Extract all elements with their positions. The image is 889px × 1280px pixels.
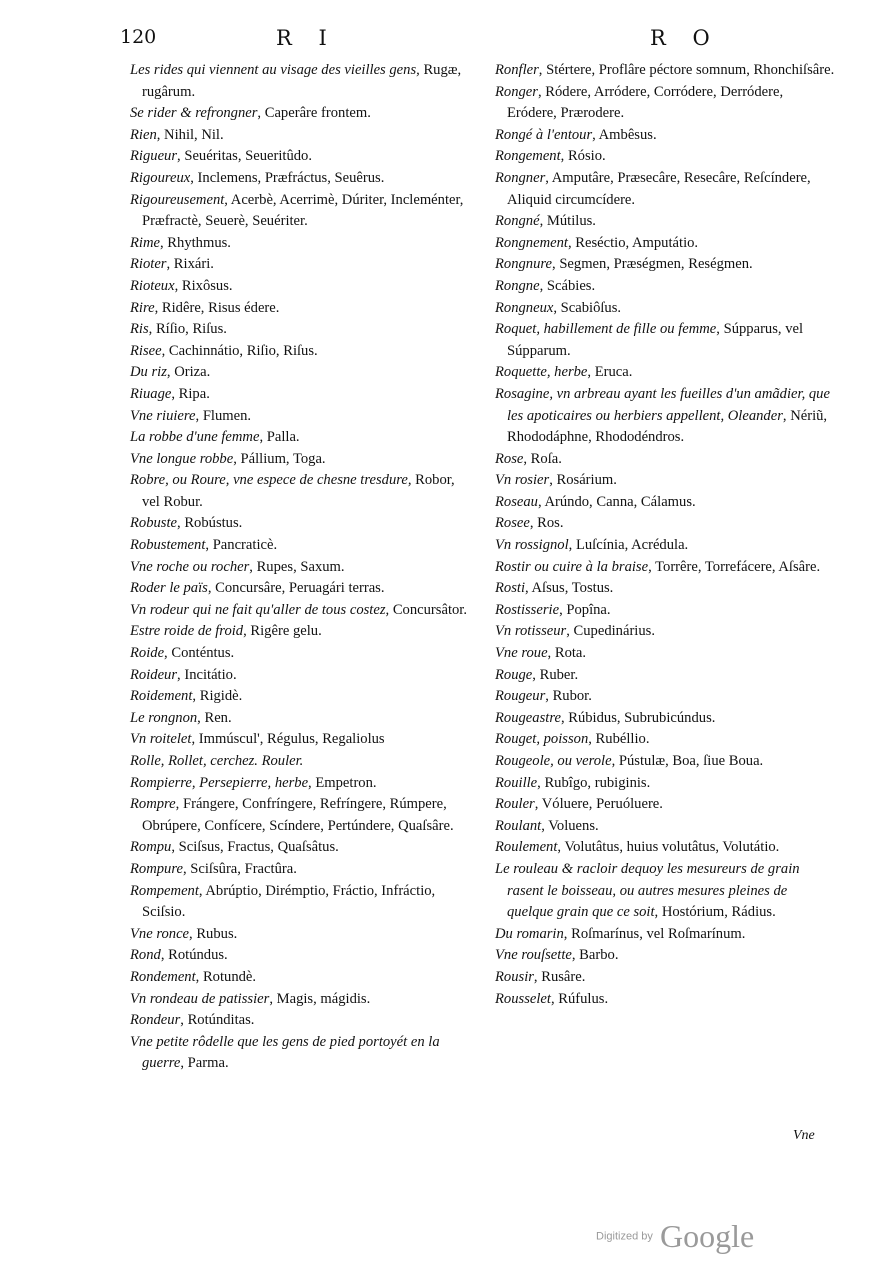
dictionary-entry	[130, 881, 475, 924]
entry-latin: , Incitátio.	[177, 666, 237, 683]
entry-latin: , Robústus.	[177, 515, 243, 532]
entry-latin: , Rubéllio.	[588, 731, 650, 748]
dictionary-entry	[130, 276, 475, 298]
entry-latin: , Magis, mágidis.	[269, 990, 371, 1007]
entry-headword: Rougeastre	[495, 709, 561, 726]
entry-headword: Robre, ou Roure, vne espece de chesne tresdure,	[130, 472, 412, 489]
entry-latin: , Rotúndus.	[160, 947, 228, 964]
entry-latin: , Ambêsus.	[592, 126, 657, 143]
dictionary-entry	[495, 362, 835, 384]
dictionary-entry	[130, 751, 475, 773]
entry-latin: , Caperâre frontem.	[257, 105, 371, 122]
dictionary-entry	[130, 146, 475, 168]
entry-headword: Rompu	[130, 839, 172, 856]
entry-latin: Rugæ, rugârum.	[142, 62, 462, 100]
entry-headword: Rond	[130, 947, 161, 964]
entry-headword: Ronger	[495, 83, 538, 100]
dictionary-entry	[495, 924, 835, 946]
dictionary-entry	[130, 362, 475, 384]
entry-latin: , Roſa.	[523, 450, 562, 467]
entry-headword: Du romarin	[495, 925, 564, 942]
page-header	[0, 26, 889, 56]
entry-latin: , Reséctio, Amputátio.	[567, 234, 699, 251]
entry-latin: , Parma.	[180, 1055, 229, 1072]
dictionary-entry	[130, 427, 475, 449]
entry-headword: Rompre	[130, 796, 176, 813]
entry-headword: Rousir	[495, 968, 534, 985]
dictionary-entry	[495, 146, 835, 168]
dictionary-entry	[130, 600, 475, 622]
entry-latin: , Rigidè.	[192, 688, 243, 705]
entry-headword: Vne longue robbe	[130, 450, 234, 467]
dictionary-entry	[130, 341, 475, 363]
entry-headword: Rondeur	[130, 1012, 181, 1029]
entry-latin: , Rixôsus.	[174, 277, 233, 294]
dictionary-entry	[495, 319, 835, 362]
entry-latin: , Mútilus.	[539, 213, 596, 230]
dictionary-entry	[495, 967, 835, 989]
dictionary-entry	[130, 621, 475, 643]
entry-latin: , Ripa.	[171, 385, 210, 402]
entry-headword: Se rider & refrongner	[130, 105, 258, 122]
page-number: 120	[120, 26, 157, 48]
dictionary-entry	[495, 600, 835, 622]
dictionary-entry	[130, 837, 475, 859]
entry-latin: , Inclemens, Præfráctus, Seuêrus.	[190, 169, 385, 186]
entry-headword: Le rouleau & racloir dequoy les mesureurs de grain rasent le boisseau, ou autres mesures pleines de quelque grain que ce soit	[495, 860, 800, 921]
dictionary-entry	[495, 298, 835, 320]
entry-latin: , Palla.	[259, 429, 300, 446]
dictionary-entry	[495, 535, 835, 557]
entry-headword: Rougeole, ou verole	[495, 753, 612, 769]
entry-latin: , Rusâre.	[533, 968, 586, 985]
entry-headword: Robustement	[130, 537, 206, 554]
entry-headword: Rongné	[495, 213, 540, 230]
entry-headword: Vne rouſsette	[495, 947, 572, 964]
dictionary-entry	[495, 751, 835, 773]
entry-latin: , Empetron.	[308, 774, 377, 791]
entry-headword: Ris	[130, 321, 149, 338]
entry-latin: , Rotundè.	[195, 968, 257, 985]
entry-headword: Rigueur	[130, 148, 178, 165]
dictionary-entry	[130, 60, 475, 103]
dictionary-entry	[495, 837, 835, 859]
dictionary-entry	[495, 449, 835, 471]
dictionary-entry	[495, 665, 835, 687]
entry-latin: , Aſsus, Tostus.	[525, 580, 614, 597]
entry-latin: , Segmen, Præségmen, Reségmen.	[552, 256, 753, 273]
entry-latin: , Pancraticè.	[205, 537, 278, 554]
entry-headword: Rompure	[130, 860, 183, 877]
entry-headword: Rousselet	[495, 990, 551, 1007]
entry-headword: Rongne	[495, 277, 540, 294]
dictionary-entry	[130, 168, 475, 190]
entry-latin: , Flumen.	[195, 407, 252, 424]
dictionary-entry	[130, 924, 475, 946]
entry-headword: Vne riuiere	[130, 407, 196, 424]
entry-latin: , Rupes, Saxum.	[249, 558, 345, 575]
entry-headword: Robuste	[130, 515, 178, 532]
dictionary-entry	[495, 773, 835, 795]
entry-latin: , Volutâtus, huius volutâtus, Volutátio.	[557, 839, 780, 856]
dictionary-entry	[130, 449, 475, 471]
entry-latin: , Cupedinárius.	[566, 623, 655, 640]
entry-headword: Roulement	[495, 839, 558, 856]
entry-headword: Rostir ou cuire à la braise	[495, 558, 649, 575]
entry-headword: Roquette, herbe	[495, 364, 588, 381]
entry-headword: Vne petite rôdelle que les gens de pied portoyét en la guerre	[130, 1033, 440, 1072]
entry-latin: , Roſmarínus, vel Roſmarínum.	[563, 925, 746, 942]
entry-latin: , Stértere, Proflâre péctore somnum, Rhonchiſsâre.	[538, 62, 835, 78]
entry-headword: Rostisserie	[495, 601, 560, 618]
dictionary-entry	[130, 125, 475, 147]
dictionary-entry	[130, 686, 475, 708]
entry-headword: Rouget, poisson	[495, 731, 589, 748]
entry-latin: , Rhythmus.	[160, 234, 231, 251]
running-head-left: R I	[276, 26, 337, 50]
dictionary-entry	[130, 557, 475, 579]
entry-latin: , Sciſsûra, Fractûra.	[182, 860, 297, 877]
entry-latin: , Rúbidus, Subrubicúndus.	[560, 709, 716, 726]
dictionary-entry	[130, 470, 475, 513]
entry-headword: Rigoureusement	[130, 191, 225, 208]
entry-headword: Rompement	[130, 882, 199, 899]
entry-latin: , Barbo.	[571, 947, 619, 964]
dictionary-entry	[130, 535, 475, 557]
entry-headword: Vn rondeau de patissier	[130, 990, 270, 1007]
entry-latin: , Ríſio, Riſus.	[148, 321, 227, 338]
entry-latin: , Frángere, Confríngere, Refríngere, Rúmpere, Obrúpere, Confícere, Scíndere, Pertúndere, Quaſsâre.	[142, 796, 454, 834]
entry-headword: Riuage	[130, 385, 172, 402]
dictionary-entry	[130, 859, 475, 881]
dictionary-entry	[495, 794, 835, 816]
entry-headword: Rosti	[495, 580, 525, 597]
entry-headword: Rien	[130, 126, 157, 143]
entry-headword: Rouille	[495, 774, 538, 791]
dictionary-entry	[130, 643, 475, 665]
entry-latin: , Ren.	[197, 709, 232, 726]
entry-latin: , Ródere, Arródere, Corródere, Derródere, Eródere, Prærodere.	[507, 83, 784, 122]
entry-latin: , Sciſsus, Fractus, Quaſsâtus.	[171, 839, 339, 856]
entry-headword: Vne roue	[495, 645, 548, 662]
entry-headword: Vne ronce	[130, 925, 190, 942]
dictionary-entry	[130, 298, 475, 320]
entry-headword: Rongnure	[495, 256, 553, 273]
entry-latin: , Rúfulus.	[550, 990, 609, 1007]
entry-latin: , Rósio.	[560, 148, 606, 165]
entry-latin: , Popîna.	[559, 601, 611, 618]
running-head-right: R O	[650, 26, 720, 50]
entry-latin: , Rosárium.	[549, 472, 617, 489]
right-column	[495, 60, 835, 1010]
entry-latin: , Nihil, Nil.	[156, 126, 224, 143]
entry-headword: Rosee	[495, 515, 530, 532]
entry-latin: , Conténtus.	[164, 645, 235, 662]
entry-headword: Rougeur	[495, 688, 546, 705]
catchword: Vne	[793, 1128, 815, 1143]
dictionary-entry	[130, 773, 475, 795]
entry-headword: Estre roide de froid	[130, 623, 244, 640]
dictionary-entry	[130, 794, 475, 837]
dictionary-entry	[495, 276, 835, 298]
entry-latin: , Scábies.	[539, 277, 596, 294]
entry-latin: , Immúscul', Régulus, Regaliolus	[191, 731, 385, 748]
entry-latin: , Rubor.	[545, 688, 592, 705]
entry-latin: , Rigêre gelu.	[243, 623, 322, 640]
entry-headword: Les rides qui viennent au visage des vieilles gens,	[130, 62, 420, 78]
entry-latin: , Eruca.	[587, 364, 633, 381]
entry-latin: , Acerbè, Acerrimè, Dúriter, Incleménter, Præfractè, Seuerè, Seuériter.	[142, 191, 464, 230]
entry-headword: Rioter	[130, 256, 167, 273]
entry-latin: , Cachinnátio, Riſio, Riſus.	[161, 342, 318, 359]
entry-latin: , Amputâre, Præsecâre, Resecâre, Reſcíndere, Aliquid circumcídere.	[507, 169, 811, 208]
entry-latin: , Rota.	[547, 645, 587, 662]
entry-headword: Rongé à l'entour	[495, 126, 593, 143]
entry-latin: , Hostórium, Rádius.	[654, 904, 776, 921]
dictionary-entry	[495, 643, 835, 665]
dictionary-entry	[130, 578, 475, 600]
entry-headword: Rouler	[495, 796, 535, 813]
dictionary-entry	[130, 319, 475, 341]
entry-latin: , Ridêre, Risus édere.	[154, 299, 280, 316]
left-column	[130, 60, 475, 1075]
entry-latin: , Rotúnditas.	[180, 1012, 255, 1029]
entry-headword: Rolle, Rollet, cerchez. Rouler.	[130, 753, 304, 769]
dictionary-entry	[495, 125, 835, 147]
dictionary-entry	[130, 989, 475, 1011]
entry-headword: Ronfler	[495, 62, 539, 78]
dictionary-entry	[495, 708, 835, 730]
dictionary-entry	[495, 513, 835, 535]
dictionary-entry	[130, 233, 475, 255]
entry-latin: Concursâtor.	[389, 601, 467, 618]
entry-headword: Roidement	[130, 688, 193, 705]
entry-latin: , Nériũ, Rhododáphne, Rhododéndros.	[507, 407, 828, 446]
entry-latin: , Oriza.	[166, 364, 211, 381]
dictionary-entry	[495, 686, 835, 708]
watermark-prefix: Digitized by	[596, 1230, 653, 1243]
google-watermark	[596, 1218, 754, 1255]
entry-latin: , Rubus.	[189, 925, 238, 942]
entry-latin: , Voluens.	[541, 817, 599, 834]
entry-headword: Risee	[130, 342, 162, 359]
dictionary-entry	[495, 254, 835, 276]
entry-latin: , Pústulæ, Boa, ſiue Boua.	[611, 753, 764, 769]
entry-headword: La robbe d'une femme	[130, 429, 260, 446]
entry-latin: , Ros.	[529, 515, 564, 532]
dictionary-entry	[495, 82, 835, 125]
entry-headword: Rompierre, Persepierre, herbe	[130, 774, 309, 791]
entry-headword: Vn rosier	[495, 472, 550, 489]
dictionary-entry	[495, 233, 835, 255]
dictionary-entry	[495, 211, 835, 233]
dictionary-entry	[495, 492, 835, 514]
entry-headword: Le rongnon	[130, 709, 198, 726]
entry-headword: Roulant	[495, 817, 542, 834]
entry-headword: Rongement	[495, 148, 561, 165]
google-logo: Google	[659, 1218, 755, 1254]
dictionary-entry	[495, 557, 835, 579]
dictionary-entry	[495, 945, 835, 967]
entry-headword: Roideur	[130, 666, 178, 683]
dictionary-entry	[130, 190, 475, 233]
dictionary-entry	[495, 859, 835, 924]
dictionary-entry	[130, 384, 475, 406]
entry-headword: Rigoureux	[130, 169, 191, 186]
dictionary-entry	[495, 60, 835, 82]
entry-headword: Roseau	[495, 493, 538, 510]
entry-headword: Rongner	[495, 169, 546, 186]
entry-headword: Roquet, habillement de fille ou femme	[495, 321, 717, 338]
dictionary-entry	[495, 729, 835, 751]
entry-latin: , Concursâre, Peruagári terras.	[207, 580, 385, 597]
entry-headword: Vn rodeur qui ne fait qu'aller de tous costez,	[130, 601, 390, 618]
entry-headword: Rire	[130, 299, 155, 316]
entry-headword: Roder le païs	[130, 580, 208, 597]
entry-headword: Vne roche ou rocher	[130, 558, 250, 575]
dictionary-entry	[130, 945, 475, 967]
dictionary-entry	[130, 1010, 475, 1032]
dictionary-entry	[495, 384, 835, 449]
entry-headword: Rongneux	[495, 299, 554, 316]
entry-latin: , Pállium, Toga.	[233, 450, 326, 467]
dictionary-entry	[130, 254, 475, 276]
dictionary-entry	[130, 406, 475, 428]
entry-headword: Vn rotisseur	[495, 623, 567, 640]
entry-latin: , Súpparus, vel Súpparum.	[507, 321, 804, 359]
entry-latin: Robor, vel Robur.	[142, 472, 455, 510]
dictionary-entry	[130, 729, 475, 751]
dictionary-entry	[130, 967, 475, 989]
dictionary-entry	[495, 989, 835, 1011]
entry-headword: Rosagine, vn arbreau ayant les fueilles d'un amãdier, que les apoticaires ou herbiers appellent, Oleander	[495, 385, 830, 424]
entry-latin: , Rubîgo, rubiginis.	[537, 774, 651, 791]
entry-latin: , Scabiôſus.	[553, 299, 622, 316]
dictionary-entry	[495, 470, 835, 492]
entry-headword: Rongnement	[495, 234, 568, 251]
entry-headword: Roide	[130, 645, 165, 662]
entry-latin: , Arúndo, Canna, Cálamus.	[537, 493, 696, 510]
entry-headword: Rouge	[495, 666, 533, 683]
dictionary-entry	[495, 168, 835, 211]
dictionary-entry	[130, 1032, 475, 1075]
entry-headword: Vn roitelet	[130, 731, 192, 748]
entry-headword: Rioteux	[130, 277, 175, 294]
dictionary-entry	[130, 513, 475, 535]
entry-headword: Du riz	[130, 364, 167, 381]
entry-latin: , Torrêre, Torrefácere, Aſsâre.	[648, 558, 821, 575]
dictionary-entry	[130, 708, 475, 730]
entry-latin: , Seuéritas, Seueritûdo.	[177, 148, 312, 165]
dictionary-entry	[495, 578, 835, 600]
entry-latin: , Rixári.	[166, 256, 214, 273]
entry-latin: , Abrúptio, Dirémptio, Fráctio, Infráctio, Sciſsio.	[142, 882, 436, 921]
entry-latin: , Ruber.	[532, 666, 579, 683]
entry-latin: , Luſcínia, Acrédula.	[568, 537, 689, 554]
entry-latin: , Vóluere, Peruóluere.	[534, 796, 663, 813]
entry-headword: Rondement	[130, 968, 196, 985]
entry-headword: Rime	[130, 234, 160, 251]
dictionary-entry	[130, 665, 475, 687]
dictionary-entry	[495, 816, 835, 838]
entry-headword: Vn rossignol	[495, 537, 569, 554]
entry-headword: Rose	[495, 450, 524, 467]
dictionary-entry	[495, 621, 835, 643]
dictionary-entry	[130, 103, 475, 125]
